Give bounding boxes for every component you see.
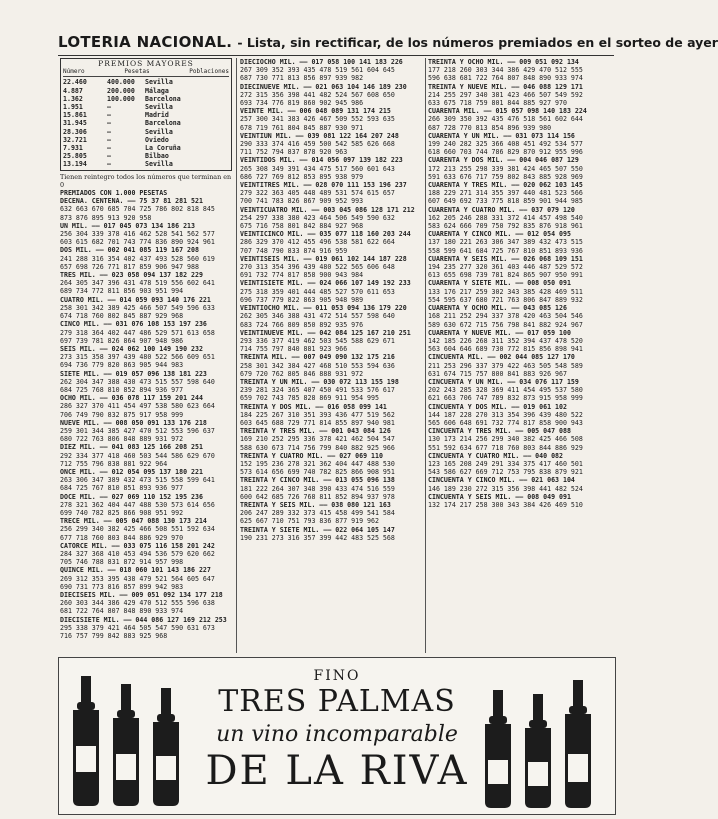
premio-city: Sevilla [145,160,173,169]
thousand-heading: SIETE MIL. —— 019 057 096 138 181 223 [60,369,207,378]
number-line: 684 725 767 810 851 893 936 977 [60,484,184,493]
premio-number: 22.460 [63,78,87,87]
number-line: 625 667 710 751 793 836 877 919 962 [240,517,379,526]
thousand-heading: OCHO MIL. —— 036 078 117 159 201 244 [60,394,203,403]
number-line: 194 235 277 320 361 403 446 487 529 572 [428,263,583,272]
thousand-heading: TREINTA Y CUATRO MIL. —— 027 069 110 [240,451,383,460]
premio-number: 4.887 [63,86,83,95]
premio-number: 1.362 [63,94,83,103]
thousand-heading: NUEVE MIL. —— 008 050 091 133 176 218 [60,418,207,427]
number-line: 258 301 342 389 425 466 507 549 596 633 [60,303,215,312]
number-line: 699 740 782 825 866 908 951 992 [60,508,184,517]
premio-amount: – [107,119,111,128]
premio-city: La Coruña [145,144,181,153]
number-line: 263 306 347 389 432 473 515 558 599 641 [60,476,215,485]
number-line: 146 189 230 272 315 356 398 441 482 524 [428,484,583,493]
thousand-heading: CINCUENTA Y CUATRO MIL. —— 040 082 [428,451,563,460]
premio-row [63,119,229,127]
thousand-heading: VEINTISIETE MIL. —— 024 066 107 149 192 233 [240,279,411,288]
number-line: 558 599 641 684 725 767 810 851 893 936 [428,246,583,255]
number-line: 273 315 358 397 439 480 522 566 609 651 [60,353,215,362]
thousand-heading: DECENA. CENTENA. —— 75 37 81 281 521 [60,197,203,206]
number-line: 266 309 350 392 435 476 518 561 602 644 [428,115,583,124]
premio-city: Barcelona [145,119,181,128]
number-line: 603 645 688 729 771 814 855 897 940 981 [240,418,395,427]
number-line: 260 303 344 386 429 470 512 555 596 638 [60,599,215,608]
thousand-heading: VEINTINUEVE MIL. —— 042 084 125 167 210 251 [240,328,411,337]
thousand-heading: VEINTICUATRO MIL. —— 003 045 086 128 171 212 [240,205,415,214]
premio-amount: 400.000 [107,78,135,87]
number-line: 177 218 260 303 344 386 429 470 512 555 [428,66,583,75]
thousand-heading: CUARENTA MIL. —— 015 057 098 140 183 224 [428,107,587,116]
number-line: 279 318 364 402 447 486 529 571 613 658 [60,328,215,337]
headline-rule [58,55,614,56]
premio-number: 13.194 [63,160,87,169]
number-line: 707 748 790 833 874 916 959 [240,246,348,255]
thousand-heading: TREINTA Y TRES MIL. —— 001 043 084 126 [240,427,391,436]
premio-amount: – [107,127,111,136]
premios-col-number: Número [63,68,85,76]
ad-fino: FINO [313,668,361,684]
number-line: 256 299 340 382 425 466 508 551 592 634 [60,525,215,534]
premio-city: Madrid [145,111,169,120]
thousand-heading: CINCUENTA Y UN MIL. —— 034 076 117 159 [428,377,579,386]
thousand-heading: CUATRO MIL. —— 014 059 093 140 176 221 [60,295,211,304]
results-column-3 [428,58,614,653]
number-line: 716 757 799 842 883 925 968 [60,632,168,641]
number-line: 686 727 769 812 853 895 938 979 [240,172,364,181]
thousand-heading: TRES MIL. —— 023 058 094 137 182 229 [60,271,203,280]
thousand-heading: CUARENTA Y CUATRO MIL. —— 037 079 120 [428,205,575,214]
thousand-heading: QUINCE MIL. —— 018 060 101 143 186 227 [60,566,211,575]
number-line: 678 719 761 804 845 887 930 971 [240,123,364,132]
premio-city: Málaga [145,86,169,95]
thousand-heading: CINCUENTA Y CINCO MIL. —— 021 063 104 [428,476,575,485]
premio-amount: – [107,103,111,112]
thousand-heading: CUARENTA Y OCHO MIL. —— 043 085 126 [428,304,567,313]
thousand-heading: VEINTICINCO MIL. —— 035 077 118 160 203 244 [240,230,411,239]
thousand-heading: DIECISIETE MIL. —— 044 086 127 169 212 253 [60,615,227,624]
thousand-heading: CATORCE MIL. —— 033 075 116 158 201 242 [60,541,215,550]
thousand-heading: CUARENTA Y NUEVE MIL. —— 017 059 100 [428,328,571,337]
thousand-heading: CUARENTA Y DOS MIL. —— 004 046 087 129 [428,156,579,165]
number-line: 696 737 779 822 863 905 948 989 [240,295,364,304]
thousand-heading: CINCUENTA MIL. —— 002 044 085 127 170 [428,353,575,362]
number-line: 687 730 771 813 856 897 939 982 [240,74,364,83]
premio-city: Barcelona [145,94,181,103]
premio-row [63,160,229,168]
premio-number: 1.951 [63,103,83,112]
number-line: 694 736 779 820 863 905 944 983 [60,361,184,370]
premio-number: 7.931 [63,144,83,153]
premio-number: 31.945 [63,119,87,128]
col2-lines [240,58,422,542]
premio-number: 15.861 [63,111,87,120]
thousand-heading: CINCUENTA Y TRES MIL. —— 005 047 088 [428,427,571,436]
number-line: 683 724 766 809 850 892 935 976 [240,320,364,329]
number-line: 712 755 796 838 881 922 964 [60,459,168,468]
number-line: 714 755 797 840 881 923 966 [240,345,348,354]
number-line: 657 698 726 771 817 859 906 947 988 [60,262,199,271]
premio-amount: – [107,111,111,120]
number-line: 239 281 324 365 407 450 491 533 576 617 [240,386,395,395]
number-line: 130 173 214 256 299 340 382 425 466 508 [428,435,583,444]
thousand-heading: TREINTA Y OCHO MIL. —— 009 051 092 134 [428,58,579,66]
number-line: 873 876 895 913 920 958 [60,213,152,222]
premios-col-poblaciones: Poblaciones [189,68,229,76]
number-line: 607 649 692 733 775 818 859 901 944 985 [428,197,583,206]
thousand-heading: VEINTIDOS MIL. —— 014 056 097 139 182 223 [240,156,403,165]
number-line: 278 321 362 404 447 488 530 573 614 656 [60,500,215,509]
number-line: 554 595 637 680 721 763 806 847 889 932 [428,295,583,304]
number-line: 262 305 346 388 431 472 514 557 598 640 [240,312,395,321]
headline-subtitle: - Lista, sin rectificar, de los números premiados en el sorteo de ayer [237,35,718,50]
ad-tres-palmas: TRES PALMAS [218,684,456,719]
number-line: 286 329 370 412 455 496 538 581 622 664 [240,238,395,247]
premio-row [63,144,229,152]
number-line: 257 300 341 383 426 467 509 552 593 635 [240,115,395,124]
premio-row [63,152,229,160]
thousand-heading: TREINTA Y DOS MIL. —— 016 058 099 141 [240,402,387,411]
number-line: 675 716 758 801 842 884 927 968 [240,222,364,231]
thousand-heading: DIECIOCHO MIL. —— 017 058 100 141 183 226 [240,58,403,66]
number-line: 583 624 666 709 750 792 835 876 918 961 [428,222,583,231]
thousand-heading: VEINTIOCHO MIL. —— 011 053 094 136 179 220 [240,304,407,313]
thousand-heading: DIECINUEVE MIL. —— 021 063 104 146 189 230 [240,82,407,91]
number-line: 265 308 349 391 434 475 517 560 601 643 [240,164,395,173]
number-line: 691 732 774 817 858 900 943 984 [240,271,364,280]
ad-brand: DE LA RIVA [205,748,469,794]
number-line: 206 247 289 332 373 415 458 499 541 584 [240,509,395,518]
premios-rows [63,78,229,168]
thousand-heading: VEINTE MIL. —— 006 048 089 131 174 215 [240,107,391,116]
premio-row [63,87,229,95]
thousand-heading: CINCO MIL. —— 031 076 108 153 197 236 [60,320,207,329]
number-line: 674 718 760 802 845 887 929 968 [60,312,184,321]
premio-row [63,103,229,111]
premio-number: 32.721 [63,135,87,144]
number-line: 275 318 359 401 444 485 527 570 611 653 [240,287,395,296]
number-line: 603 615 682 701 743 774 836 890 924 961 [60,238,215,247]
number-line: 202 243 285 328 369 411 454 495 537 580 [428,386,583,395]
number-line: 690 731 773 816 857 899 942 983 [60,582,184,591]
wine-advertisement [58,657,616,815]
number-line: 596 638 681 722 764 807 848 890 933 974 [428,74,583,83]
number-line: 272 315 356 398 441 482 524 567 608 650 [240,90,395,99]
number-line: 589 630 672 715 756 798 841 882 924 967 [428,320,583,329]
thousand-heading: DIECISEIS MIL. —— 009 051 092 134 177 218 [60,591,223,599]
thousand-heading: CUARENTA Y TRES MIL. —— 020 062 103 145 [428,181,583,190]
ad-tagline: un vino incomparable [216,722,458,747]
number-line: 137 180 221 263 306 347 389 432 473 515 [428,238,583,247]
premio-row [63,78,229,86]
thousand-heading: TRECE MIL. —— 005 047 088 130 173 214 [60,517,207,526]
number-line: 162 205 246 288 331 372 414 457 498 540 [428,213,583,222]
number-line: 199 240 282 325 366 408 451 492 534 577 [428,140,583,149]
premios-mayores-box [60,58,232,171]
thousand-heading: ONCE MIL. —— 012 054 095 137 180 221 [60,467,203,476]
number-line: 269 312 353 395 438 479 521 564 605 647 [60,574,215,583]
premio-city: Bilbao [145,152,169,161]
premio-amount: – [107,135,111,144]
number-line: 169 210 252 295 336 378 421 462 504 547 [240,435,395,444]
number-line: 293 336 377 419 462 503 545 588 629 671 [240,336,395,345]
number-line: 633 675 718 759 801 844 885 927 970 [428,99,567,108]
number-line: 211 253 296 337 379 422 463 505 548 589 [428,361,583,370]
number-line: 684 725 768 810 852 894 936 977 [60,385,184,394]
premio-amount: 200.000 [107,86,135,95]
number-line: 142 185 226 268 311 352 394 437 478 520 [428,336,583,345]
number-line: 588 630 673 714 756 799 840 882 925 966 [240,443,395,452]
number-line: 700 741 783 826 867 909 952 993 [240,197,364,206]
premio-city: Sevilla [145,78,173,87]
thousand-heading: PREMIADOS CON 1.000 PESETAS [60,189,168,198]
results-column-2 [240,58,422,653]
number-line: 613 655 698 739 781 824 865 907 950 991 [428,271,583,280]
number-line: 632 663 670 685 704 725 786 802 818 845 [60,205,215,214]
number-line: 292 334 377 418 460 503 544 586 629 670 [60,451,215,460]
number-line: 214 255 297 340 381 423 466 507 549 592 [428,90,583,99]
number-line: 184 225 267 310 351 393 436 477 519 562 [240,410,395,419]
thousand-heading: CINCUENTA Y SEIS MIL. —— 008 049 091 [428,492,571,501]
number-line: 631 674 715 757 800 841 883 926 967 [428,369,567,378]
premio-city: Sevilla [145,103,173,112]
premio-amount: 100.000 [107,94,135,103]
number-line: 677 718 760 803 844 886 929 970 [60,533,184,542]
number-line: 680 722 763 806 848 889 931 972 [60,435,184,444]
number-line: 543 586 627 669 712 753 795 838 879 921 [428,468,583,477]
number-line: 687 728 770 813 854 896 939 980 [428,123,552,132]
number-line: 290 333 374 416 459 500 542 585 626 668 [240,140,395,149]
thousand-heading: UN MIL. —— 017 045 073 134 186 213 [60,221,195,230]
number-line: 693 734 776 819 860 902 945 986 [240,99,364,108]
thousand-heading: TREINTA Y NUEVE MIL. —— 046 088 129 171 [428,82,583,91]
col3-lines [428,58,614,509]
thousand-heading: TREINTA Y CINCO MIL. —— 013 055 096 138 [240,476,395,485]
thousand-heading: CUARENTA Y SIETE MIL. —— 008 050 091 [428,279,571,288]
thousand-heading: TREINTA Y UN MIL. —— 030 072 113 155 198 [240,377,399,386]
number-line: 267 309 352 393 435 478 519 561 604 645 [240,66,395,75]
number-line: 190 231 273 316 357 399 442 483 525 568 [240,533,395,542]
number-line: 133 176 217 259 302 343 385 428 469 511 [428,287,583,296]
number-line: 152 195 236 278 321 362 404 447 488 530 [240,459,395,468]
results-column-1 [60,58,232,653]
thousand-heading: VEINTITRES MIL. —— 028 070 111 153 196 237 [240,181,407,190]
thousand-heading: DOCE MIL. —— 027 069 110 152 195 236 [60,492,203,501]
thousand-heading: CINCUENTA Y DOS MIL. —— 019 061 102 [428,402,567,411]
number-line: 256 304 339 378 416 462 528 541 562 577 [60,230,215,239]
number-line: 659 702 743 785 828 869 911 954 995 [240,394,379,403]
number-line: 705 746 788 831 872 914 957 998 [60,558,184,567]
premios-title: PREMIOS MAYORES [98,59,194,68]
premios-col-pesetas: Pesetas [124,68,150,76]
number-line: 284 327 368 410 453 494 536 579 620 662 [60,549,215,558]
number-line: 600 642 685 726 768 811 852 894 937 978 [240,492,395,501]
thousand-heading: DIEZ MIL. —— 041 083 125 166 208 251 [60,443,203,452]
premio-row [63,95,229,103]
premio-amount: – [107,160,111,169]
premio-amount: – [107,144,111,153]
number-line: 711 752 794 837 878 920 963 [240,148,348,157]
number-line: 144 187 228 270 313 354 396 439 480 522 [428,410,583,419]
number-line: 258 301 342 384 427 468 510 553 594 636 [240,361,395,370]
thousand-heading: TREINTA Y SIETE MIL. —— 022 064 105 147 [240,525,395,534]
number-line: 262 304 347 388 430 473 515 557 598 640 [60,377,215,386]
premio-city: Oviedo [145,135,169,144]
number-line: 188 229 271 314 355 397 440 481 523 566 [428,189,583,198]
thousand-heading: CUARENTA Y CINCO MIL. —— 012 054 095 [428,230,571,239]
column-divider-2 [425,58,426,653]
number-line: 689 734 772 811 856 903 951 994 [60,287,184,296]
thousand-heading: TREINTA Y SEIS MIL. —— 038 080 121 163 [240,500,391,509]
number-line: 706 749 790 832 875 917 958 999 [60,410,184,419]
number-line: 565 606 648 691 732 774 817 858 900 943 [428,418,583,427]
number-line: 254 297 338 380 423 464 506 549 590 632 [240,213,395,222]
number-line: 573 614 656 699 740 782 825 866 908 951 [240,468,395,477]
column-divider-1 [236,58,237,653]
thousand-heading: DOS MIL. —— 002 041 085 119 167 208 [60,246,199,255]
number-line: 270 313 354 396 439 480 522 565 606 648 [240,263,395,272]
number-line: 591 633 676 717 759 802 843 885 928 969 [428,172,583,181]
number-line: 679 720 762 805 846 888 931 972 [240,369,364,378]
reintegro-note: Tienen reintegro todos los números que terminan en 0 [60,172,232,189]
number-line: 621 663 706 747 789 832 873 915 958 999 [428,394,583,403]
number-line: 697 739 781 826 864 907 948 986 [60,336,184,345]
headline-title: LOTERIA NACIONAL. [58,33,233,51]
number-line: 168 211 252 294 337 378 420 463 504 546 [428,312,583,321]
premio-row [63,111,229,119]
premio-number: 28.306 [63,127,87,136]
thousand-heading: SEIS MIL. —— 024 062 100 149 190 232 [60,344,203,353]
premio-row [63,128,229,136]
number-line: 286 327 370 411 454 497 538 580 623 664 [60,402,215,411]
number-line: 181 222 264 307 348 390 433 474 516 559 [240,484,395,493]
thousand-heading: CUARENTA Y SEIS MIL. —— 026 068 109 151 [428,254,583,263]
thousand-heading: VEINTIUN MIL. —— 039 081 122 164 207 248 [240,131,399,140]
number-line: 123 165 208 249 291 334 375 417 460 501 [428,459,583,468]
number-line: 259 301 344 385 427 470 512 553 596 637 [60,426,215,435]
thousand-heading: VEINTISEIS MIL. —— 019 061 102 144 187 228 [240,254,407,263]
number-line: 264 305 347 396 431 478 519 556 602 641 [60,279,215,288]
premio-amount: – [107,152,111,161]
number-line: 132 174 217 258 300 343 384 426 469 510 [428,500,583,509]
premio-number: 25.805 [63,152,87,161]
number-line: 551 592 634 677 718 760 803 844 886 929 [428,443,583,452]
number-line: 295 338 379 421 464 505 547 590 631 673 [60,623,215,632]
thousand-heading: TREINTA MIL. —— 007 049 090 132 175 216 [240,353,395,362]
number-line: 563 604 646 689 730 772 815 856 898 941 [428,345,583,354]
premios-header [63,68,229,77]
number-line: 241 288 316 354 402 437 493 528 560 619 [60,254,215,263]
premio-city: Sevilla [145,127,173,136]
premio-row [63,136,229,144]
number-line: 681 722 764 807 848 890 933 974 [60,607,184,616]
number-line: 172 213 255 298 339 381 424 465 507 550 [428,164,583,173]
lottery-headline [58,32,718,54]
number-line: 618 660 703 744 786 829 870 912 955 996 [428,148,583,157]
thousand-heading: CUARENTA Y UN MIL. —— 031 073 114 156 [428,131,575,140]
number-line: 279 322 363 405 448 489 531 574 615 657 [240,189,395,198]
col1-lines [60,189,232,640]
